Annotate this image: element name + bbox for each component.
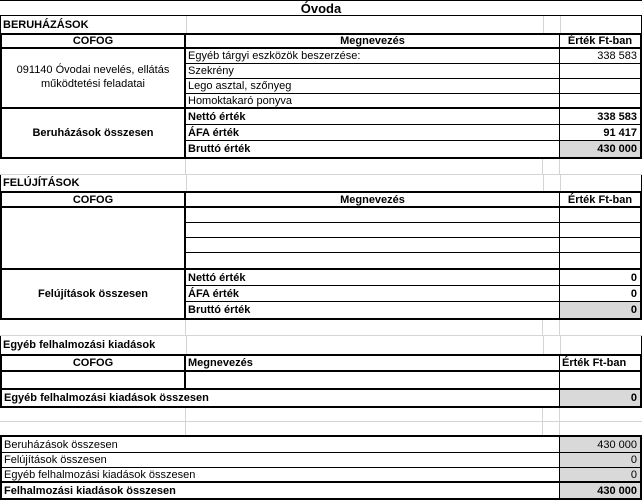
col-header-megnevezes: Megnevezés [186, 193, 560, 208]
egyeb-total-value-shaded: 0 [560, 390, 640, 406]
egyeb-felhalmozasi-table [0, 354, 642, 408]
summary-label: Felújítások összesen [2, 453, 560, 468]
gridline-cell [0, 320, 186, 335]
gridline-cell [543, 408, 560, 421]
summary-value-shaded: 0 [560, 468, 640, 483]
gridline-cell [560, 408, 642, 421]
gridline-cell [543, 320, 560, 335]
total-name-cell: Bruttó érték [186, 302, 560, 318]
gridline-cell [0, 408, 186, 421]
gridline-cell [561, 175, 641, 191]
section-beruhazasok-label-row [0, 16, 642, 33]
totals-group-label: Beruházások összesen [2, 109, 186, 157]
item-name-cell [186, 208, 560, 223]
cofog-group-cell [2, 208, 186, 270]
gridline-cell [186, 320, 543, 335]
summary-value-shaded: 0 [560, 453, 640, 468]
egyeb-total-label: Egyéb felhalmozási kiadások összesen [2, 390, 560, 406]
total-value-cell: 0 [560, 286, 640, 302]
col-header-ertek: Érték Ft-ban [560, 35, 640, 49]
gridline-cell [187, 175, 544, 191]
gridline-cell [186, 408, 543, 421]
grand-total-label: Felhalmozási kiadások összesen [2, 483, 560, 498]
felujitasok-table [0, 191, 642, 320]
col-header-megnevezes: Megnevezés [186, 356, 560, 372]
total-value-cell-shaded: 0 [560, 302, 640, 318]
total-name-cell: ÁFA érték [186, 125, 560, 141]
summary-label: Egyéb felhalmozási kiadások összesen [2, 468, 560, 483]
section-felujitasok-label-row [0, 175, 642, 191]
separator-row [0, 320, 642, 336]
gridline-cell [543, 159, 560, 174]
gridline-cell [544, 336, 561, 354]
item-value-cell [560, 94, 640, 109]
gridline-cell [561, 336, 641, 354]
total-name-cell: ÁFA érték [186, 286, 560, 302]
gridline-cell [560, 422, 642, 435]
item-name-cell: Egyéb tárgyi eszközök beszerzése: [186, 49, 560, 64]
gridline-cell [0, 159, 186, 174]
gridline-cell [544, 16, 561, 33]
col-header-ertek: Érték Ft-ban [560, 356, 640, 372]
col-header-cofog: COFOG [2, 193, 186, 208]
page-title: Óvoda [0, 0, 642, 16]
separator-row [0, 159, 642, 175]
total-name-cell: Bruttó érték [186, 141, 560, 157]
separator-row [0, 408, 642, 422]
col-header-cofog: COFOG [2, 35, 186, 49]
item-value-cell [560, 238, 640, 253]
item-value-cell [560, 64, 640, 79]
cofog-group-cell: 091140 Óvodai nevelés, ellátás működtetési feladatai [2, 49, 186, 109]
item-value-cell [560, 223, 640, 238]
summary-label: Beruházások összesen [2, 437, 560, 453]
col-header-cofog: COFOG [2, 356, 186, 372]
empty-cofog-cell [2, 372, 186, 390]
gridline-cell [544, 175, 561, 191]
item-value-cell: 338 583 [560, 49, 640, 64]
total-value-cell-shaded: 430 000 [560, 141, 640, 157]
total-value-cell: 338 583 [560, 109, 640, 125]
grand-total-value-shaded: 430 000 [560, 483, 640, 498]
total-name-cell: Nettó érték [186, 109, 560, 125]
gridline-cell [560, 159, 642, 174]
total-value-cell: 0 [560, 270, 640, 286]
section-felujitasok-label: FELÚJÍTÁSOK [1, 175, 187, 191]
gridline-cell [561, 16, 641, 33]
item-name-cell [186, 253, 560, 270]
item-name-cell: Lego asztal, szőnyeg [186, 79, 560, 94]
col-header-ertek: Érték Ft-ban [560, 193, 640, 208]
gridline-cell [543, 422, 560, 435]
item-value-cell [560, 253, 640, 270]
empty-value-cell [560, 372, 640, 390]
summary-value-shaded: 430 000 [560, 437, 640, 453]
section-beruhazasok-label: BERUHÁZÁSOK [1, 16, 187, 33]
beruhazasok-table [0, 33, 642, 159]
item-value-cell [560, 79, 640, 94]
item-name-cell: Homoktakaró ponyva [186, 94, 560, 109]
summary-table [0, 435, 642, 500]
section-egyeb-label-row [0, 336, 642, 354]
total-value-cell: 91 417 [560, 125, 640, 141]
item-name-cell [186, 238, 560, 253]
col-header-megnevezes: Megnevezés [186, 35, 560, 49]
totals-group-label: Felújítások összesen [2, 270, 186, 318]
gridline-cell [187, 336, 544, 354]
total-name-cell: Nettó érték [186, 270, 560, 286]
item-name-cell [186, 223, 560, 238]
gridline-cell [187, 16, 544, 33]
gridline-cell [186, 422, 543, 435]
item-name-cell: Szekrény [186, 64, 560, 79]
separator-row [0, 422, 642, 435]
item-value-cell [560, 208, 640, 223]
gridline-cell [560, 320, 642, 335]
section-egyeb-label: Egyéb felhalmozási kiadások [1, 336, 187, 354]
empty-name-cell [186, 372, 560, 390]
gridline-cell [0, 422, 186, 435]
gridline-cell [186, 159, 543, 174]
